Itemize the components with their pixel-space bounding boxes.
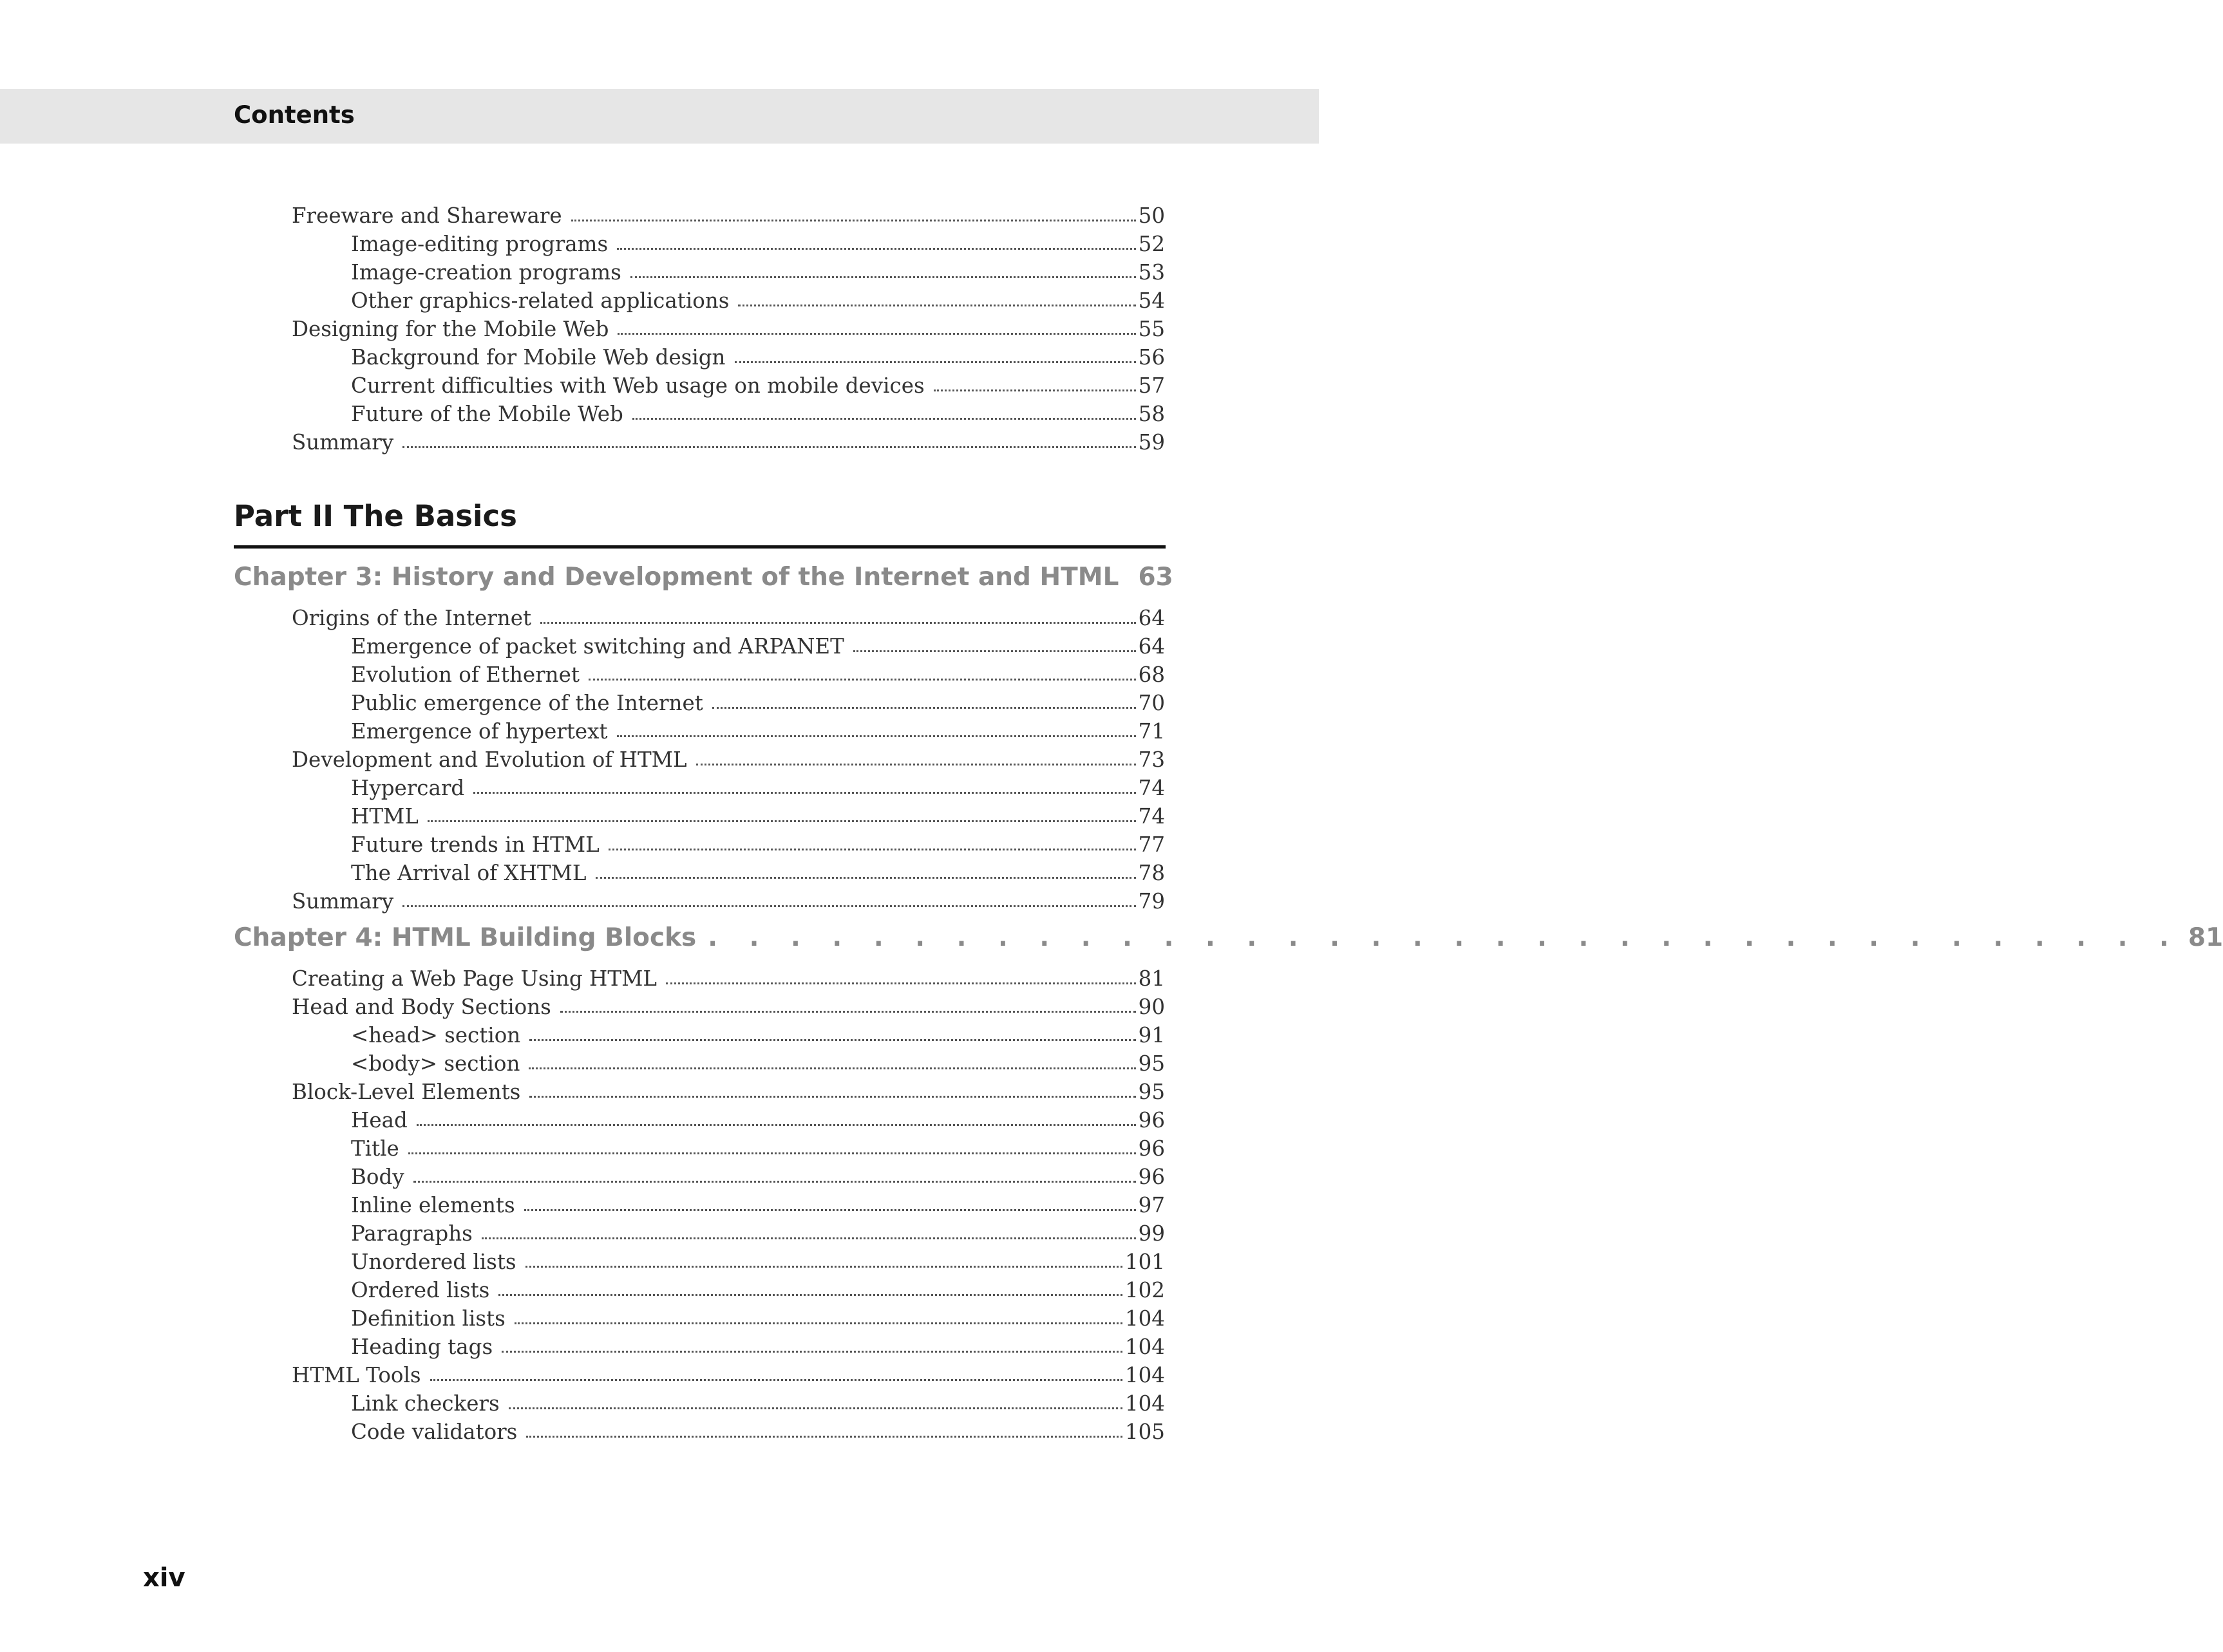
toc-dot-leader xyxy=(529,1067,1135,1069)
toc-entry-page: 96 xyxy=(1138,1165,1165,1189)
toc-entry[interactable] xyxy=(351,1163,1165,1191)
toc-dot-leader xyxy=(618,333,1135,335)
toc-entry-label: Head and Body Sections xyxy=(292,995,551,1019)
toc-entry-page: 64 xyxy=(1138,634,1165,659)
toc-entry-label: <body> section xyxy=(351,1051,520,1076)
toc-entry-label: Background for Mobile Web design xyxy=(351,345,726,370)
chapter-4-title: Chapter 4: HTML Building Blocks xyxy=(234,923,697,952)
toc-chapter-4-list xyxy=(0,964,1319,1446)
toc-entry-page: 58 xyxy=(1138,402,1165,426)
toc-entry-page: 102 xyxy=(1124,1278,1165,1302)
toc-dot-leader xyxy=(428,820,1136,822)
toc-dot-leader xyxy=(525,1266,1122,1268)
toc-chapter-3-list xyxy=(0,604,1319,915)
toc-dot-leader xyxy=(589,679,1136,681)
toc-entry[interactable] xyxy=(351,371,1165,400)
toc-entry-page: 53 xyxy=(1138,260,1165,285)
toc-entry-page: 56 xyxy=(1138,345,1165,370)
toc-dot-leader xyxy=(473,792,1135,794)
toc-entry[interactable] xyxy=(292,993,1165,1021)
toc-entry[interactable] xyxy=(351,1021,1165,1049)
toc-dot-leader xyxy=(738,305,1135,306)
chapter-4-page: 81 xyxy=(2188,923,2223,952)
toc-entry-label: Emergence of packet switching and ARPANET xyxy=(351,634,844,659)
running-header-title: Contents xyxy=(234,101,355,129)
toc-dot-leader xyxy=(402,905,1136,907)
toc-dot-leader xyxy=(529,1096,1135,1098)
toc-entry-label: Development and Evolution of HTML xyxy=(292,747,687,772)
toc-entry-label: Other graphics-related applications xyxy=(351,288,730,313)
toc-entry-page: 91 xyxy=(1138,1023,1165,1047)
toc-entry-page: 79 xyxy=(1138,889,1165,914)
toc-entry-label: Evolution of Ethernet xyxy=(351,662,580,687)
toc-dot-leader xyxy=(934,390,1136,391)
toc-dot-leader xyxy=(482,1237,1136,1239)
toc-entry[interactable] xyxy=(351,1248,1165,1276)
toc-entry-page: 74 xyxy=(1138,776,1165,800)
toc-entry-page: 64 xyxy=(1138,606,1165,630)
toc-dot-leader xyxy=(413,1181,1136,1183)
toc-entry-label: Future trends in HTML xyxy=(351,832,600,857)
toc-entry-page: 71 xyxy=(1138,719,1165,744)
toc-entry[interactable] xyxy=(351,1134,1165,1163)
toc-dot-leader xyxy=(515,1322,1122,1324)
toc-section-a xyxy=(0,202,1319,456)
toc-dot-leader xyxy=(666,982,1136,984)
toc-entry-label: Image-editing programs xyxy=(351,232,609,256)
toc-entry-page: 104 xyxy=(1124,1306,1165,1331)
toc-entry[interactable] xyxy=(351,802,1165,831)
toc-entry-label: Creating a Web Page Using HTML xyxy=(292,966,657,991)
toc-entry[interactable] xyxy=(351,774,1165,802)
toc-entry-label: Ordered lists xyxy=(351,1278,490,1302)
toc-dot-leader xyxy=(560,1011,1136,1013)
toc-entry[interactable] xyxy=(351,689,1165,717)
toc-entry-page: 95 xyxy=(1138,1080,1165,1104)
toc-entry-label: Title xyxy=(351,1136,399,1161)
toc-entry[interactable] xyxy=(292,428,1165,456)
toc-entry-page: 59 xyxy=(1138,430,1165,455)
toc-entry-label: Link checkers xyxy=(351,1391,500,1416)
toc-dot-leader xyxy=(402,446,1136,448)
toc-entry-page: 74 xyxy=(1138,804,1165,829)
toc-dot-leader xyxy=(502,1351,1122,1353)
toc-entry-page: 54 xyxy=(1138,288,1165,313)
page-folio: xiv xyxy=(143,1563,185,1593)
toc-entry-label: Unordered lists xyxy=(351,1250,516,1274)
toc-entry[interactable] xyxy=(351,343,1165,371)
toc-entry[interactable] xyxy=(292,964,1165,993)
toc-entry[interactable] xyxy=(351,831,1165,859)
toc-entry-page: 68 xyxy=(1138,662,1165,687)
toc-entry[interactable] xyxy=(351,1389,1165,1418)
toc-entry-label: Block-Level Elements xyxy=(292,1080,521,1104)
toc-entry[interactable] xyxy=(292,746,1165,774)
chapter-3-heading[interactable] xyxy=(234,563,1173,592)
toc-entry-label: Code validators xyxy=(351,1420,518,1444)
toc-entry-page: 101 xyxy=(1124,1250,1165,1274)
toc-dot-leader xyxy=(571,220,1136,221)
toc-entry-page: 81 xyxy=(1138,966,1165,991)
toc-dot-leader xyxy=(529,1039,1135,1041)
toc-dot-leader xyxy=(617,248,1136,250)
chapter-3-page: 63 xyxy=(1138,563,1173,592)
toc-entry-page: 70 xyxy=(1138,691,1165,715)
toc-entry-label: Image-creation programs xyxy=(351,260,621,285)
toc-entry[interactable] xyxy=(351,1418,1165,1446)
toc-entry-page: 73 xyxy=(1138,747,1165,772)
toc-entry-page: 99 xyxy=(1138,1221,1165,1246)
toc-entry[interactable] xyxy=(351,661,1165,689)
toc-entry-page: 55 xyxy=(1138,317,1165,341)
part-title: Part II The Basics xyxy=(234,499,517,533)
toc-entry[interactable] xyxy=(292,1078,1165,1106)
toc-entry[interactable] xyxy=(351,1049,1165,1078)
toc-entry[interactable] xyxy=(351,1304,1165,1333)
toc-entry-label: Freeware and Shareware xyxy=(292,203,562,228)
toc-entry-page: 105 xyxy=(1124,1420,1165,1444)
toc-entry-page: 52 xyxy=(1138,232,1165,256)
toc-entry-label: Head xyxy=(351,1108,408,1132)
toc-dot-leader xyxy=(735,361,1136,363)
toc-entry-page: 104 xyxy=(1124,1335,1165,1359)
toc-dot-leader xyxy=(509,1407,1122,1409)
toc-entry[interactable] xyxy=(351,230,1165,258)
toc-entry[interactable] xyxy=(292,887,1165,915)
chapter-3-title: Chapter 3: History and Development of the Internet and HTML xyxy=(234,563,1119,592)
toc-entry[interactable] xyxy=(351,258,1165,286)
toc-entry-label: Heading tags xyxy=(351,1335,493,1359)
toc-entry[interactable] xyxy=(351,286,1165,315)
toc-dot-leader xyxy=(596,877,1136,879)
toc-entry-page: 96 xyxy=(1138,1108,1165,1132)
toc-entry-label: Summary xyxy=(292,889,394,914)
toc-entry-label: Hypercard xyxy=(351,776,465,800)
toc-entry-page: 97 xyxy=(1138,1193,1165,1217)
toc-entry[interactable] xyxy=(351,1219,1165,1248)
toc-dot-leader xyxy=(712,707,1136,709)
toc-dot-leader xyxy=(526,1436,1122,1438)
toc-dot-leader xyxy=(408,1152,1136,1154)
toc-entry[interactable] xyxy=(351,632,1165,661)
toc-entry[interactable] xyxy=(351,1191,1165,1219)
toc-entry-label: Paragraphs xyxy=(351,1221,473,1246)
toc-dot-leader xyxy=(853,650,1136,652)
toc-dot-leader xyxy=(540,622,1136,624)
toc-entry-label: Public emergence of the Internet xyxy=(351,691,703,715)
toc-entry-page: 57 xyxy=(1138,373,1165,398)
toc-entry-page: 104 xyxy=(1124,1363,1165,1387)
toc-entry[interactable] xyxy=(292,315,1165,343)
toc-dot-leader xyxy=(696,764,1136,765)
toc-dot-leader xyxy=(524,1209,1136,1211)
chapter-4-heading[interactable] xyxy=(234,923,2223,952)
toc-entry[interactable] xyxy=(351,1276,1165,1304)
toc-entry-label: HTML xyxy=(351,804,419,829)
toc-entry-label: Body xyxy=(351,1165,404,1189)
toc-entry-label: Inline elements xyxy=(351,1193,515,1217)
toc-entry[interactable] xyxy=(351,1106,1165,1134)
toc-entry-label: HTML Tools xyxy=(292,1363,421,1387)
toc-entry-page: 50 xyxy=(1138,203,1165,228)
toc-entry-page: 104 xyxy=(1124,1391,1165,1416)
toc-dot-leader xyxy=(498,1294,1122,1296)
toc-entry-label: Summary xyxy=(292,430,394,455)
toc-entry[interactable] xyxy=(351,859,1165,887)
toc-entry-label: Definition lists xyxy=(351,1306,506,1331)
toc-entry-label: The Arrival of XHTML xyxy=(351,861,587,885)
toc-entry-page: 78 xyxy=(1138,861,1165,885)
running-header-band xyxy=(0,89,1319,144)
toc-entry-label: Future of the Mobile Web xyxy=(351,402,623,426)
toc-dot-leader xyxy=(617,735,1136,737)
chapter-4-leader: . . . . . . . . . . . . . . . . . . . . . . . . . . . . . . . . . . . . xyxy=(708,923,2180,952)
toc-entry[interactable] xyxy=(351,717,1165,746)
toc-dot-leader xyxy=(430,1379,1122,1381)
toc-entry[interactable] xyxy=(292,1361,1165,1389)
toc-entry-label: Current difficulties with Web usage on mobile devices xyxy=(351,373,925,398)
toc-entry-label: Origins of the Internet xyxy=(292,606,532,630)
toc-dot-leader xyxy=(630,276,1136,278)
toc-dot-leader xyxy=(609,849,1136,850)
toc-entry[interactable] xyxy=(292,202,1165,230)
toc-entry-page: 77 xyxy=(1138,832,1165,857)
toc-entry-page: 96 xyxy=(1138,1136,1165,1161)
toc-entry-page: 95 xyxy=(1138,1051,1165,1076)
part-divider-rule xyxy=(234,545,1166,549)
toc-dot-leader xyxy=(417,1124,1136,1126)
toc-entry-page: 90 xyxy=(1138,995,1165,1019)
toc-entry[interactable] xyxy=(351,400,1165,428)
toc-entry[interactable] xyxy=(292,604,1165,632)
toc-entry[interactable] xyxy=(351,1333,1165,1361)
toc-entry-label: Designing for the Mobile Web xyxy=(292,317,609,341)
toc-entry-label: Emergence of hypertext xyxy=(351,719,608,744)
toc-entry-label: <head> section xyxy=(351,1023,521,1047)
toc-dot-leader xyxy=(632,418,1136,420)
